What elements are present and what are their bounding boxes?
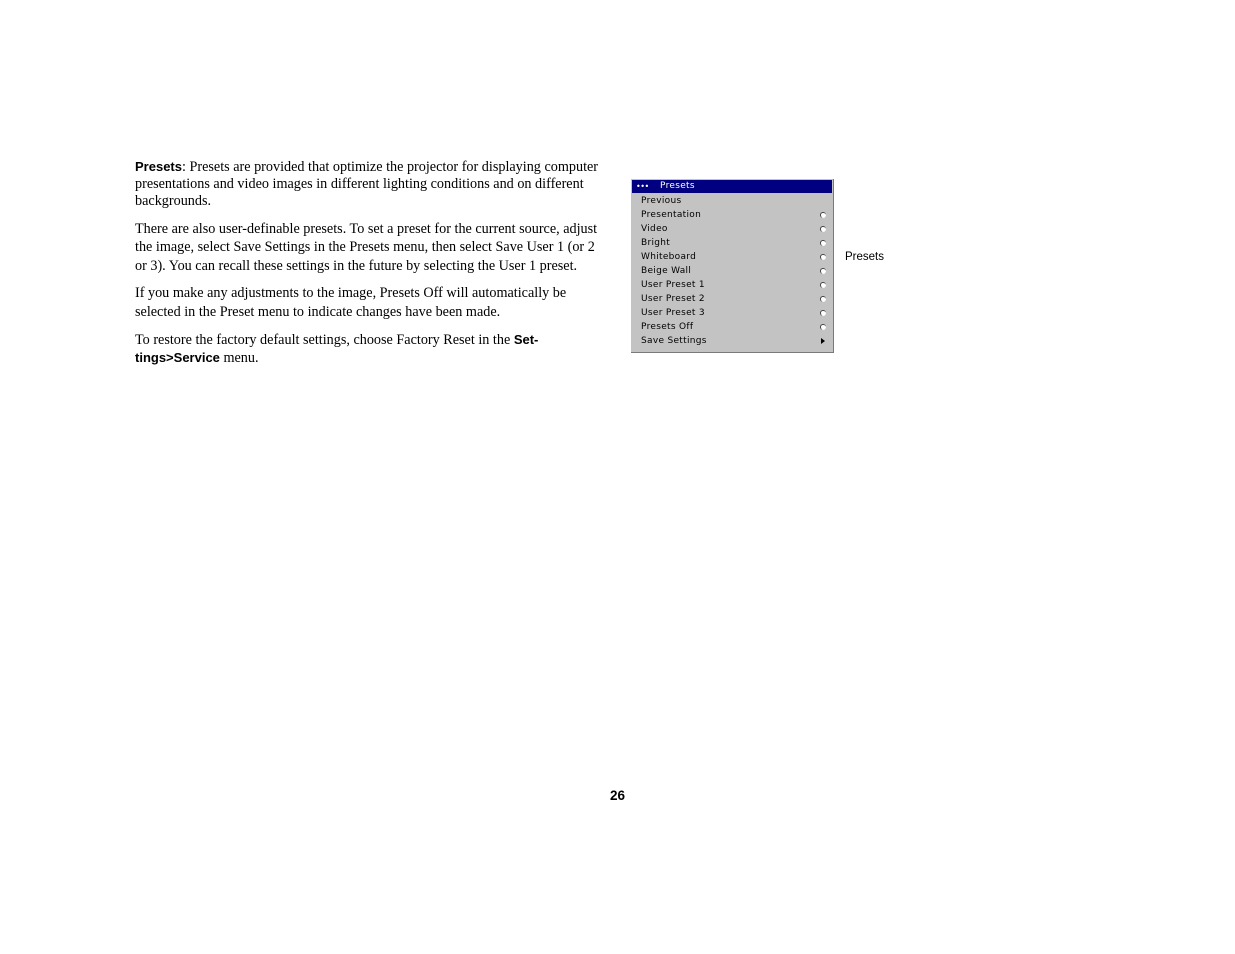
presets-paragraph: [135, 158, 605, 211]
menu-item-presentation[interactable]: [641, 208, 829, 222]
submenu-arrow-icon: [821, 338, 825, 344]
radio-button-icon[interactable]: [820, 310, 826, 316]
menu-item-bright[interactable]: [641, 236, 829, 250]
radio-button-icon[interactable]: [820, 324, 826, 330]
settings-service-path: Set-tings>Service: [135, 331, 539, 366]
menu-item-label: User Preset 1: [641, 280, 705, 290]
user-presets-paragraph: There are also user-definable presets. To set a preset for the current source, adjust the image, select Save Settings in the Presets menu, then select Save User 1 (or 2 or 3). You can recall these settings in the future by selecting the User 1 preset.: [135, 220, 598, 274]
menu-item-save-settings[interactable]: [641, 334, 829, 348]
menu-item-label: Whiteboard: [641, 252, 697, 262]
menu-item-label: User Preset 2: [641, 294, 705, 304]
menu-item-label: Presentation: [641, 210, 702, 220]
menu-item-previous[interactable]: [641, 194, 829, 208]
factory-reset-text-end: menu.: [219, 350, 259, 367]
presets-menu: [631, 179, 834, 353]
radio-button-icon[interactable]: [820, 282, 826, 288]
radio-button-icon[interactable]: [820, 212, 826, 218]
menu-item-user-preset-2[interactable]: [641, 292, 829, 306]
menu-item-user-preset-3[interactable]: [641, 306, 829, 320]
menu-title: Presets: [660, 181, 695, 191]
page-number: 26: [609, 788, 626, 803]
menu-item-label: Previous: [641, 196, 682, 206]
menu-item-user-preset-1[interactable]: [641, 278, 829, 292]
factory-reset-paragraph: [135, 331, 605, 368]
radio-button-icon[interactable]: [820, 226, 826, 232]
radio-button-icon[interactable]: [820, 296, 826, 302]
menu-item-label: Presets Off: [641, 322, 694, 332]
menu-item-label: Save Settings: [641, 336, 707, 346]
menu-item-label: Bright: [641, 238, 671, 248]
menu-item-label: Video: [641, 224, 668, 234]
body-text: [135, 158, 605, 377]
menu-dots-icon: •••: [636, 182, 649, 191]
figure-caption: Presets: [845, 251, 884, 263]
menu-item-label: User Preset 3: [641, 308, 705, 318]
presets-term: Presets: [135, 159, 182, 174]
menu-item-video[interactable]: [641, 222, 829, 236]
menu-item-whiteboard[interactable]: [641, 250, 829, 264]
presets-off-paragraph: If you make any adjustments to the image, Presets Off will automatically be selected in the Preset menu to indicate changes have been made.: [135, 285, 567, 320]
factory-reset-text: To restore the factory default settings, choose Factory Reset in the: [135, 331, 514, 348]
radio-button-icon[interactable]: [820, 240, 826, 246]
menu-header: [632, 180, 832, 193]
radio-button-icon[interactable]: [820, 268, 826, 274]
menu-item-beige-wall[interactable]: [641, 264, 829, 278]
menu-item-presets-off[interactable]: [641, 320, 829, 334]
radio-button-icon[interactable]: [820, 254, 826, 260]
presets-description: : Presets are provided that optimize the projector for displaying computer presentations and video images in different lighting conditions and on different backgrounds.: [135, 159, 599, 210]
menu-item-label: Beige Wall: [641, 266, 692, 276]
